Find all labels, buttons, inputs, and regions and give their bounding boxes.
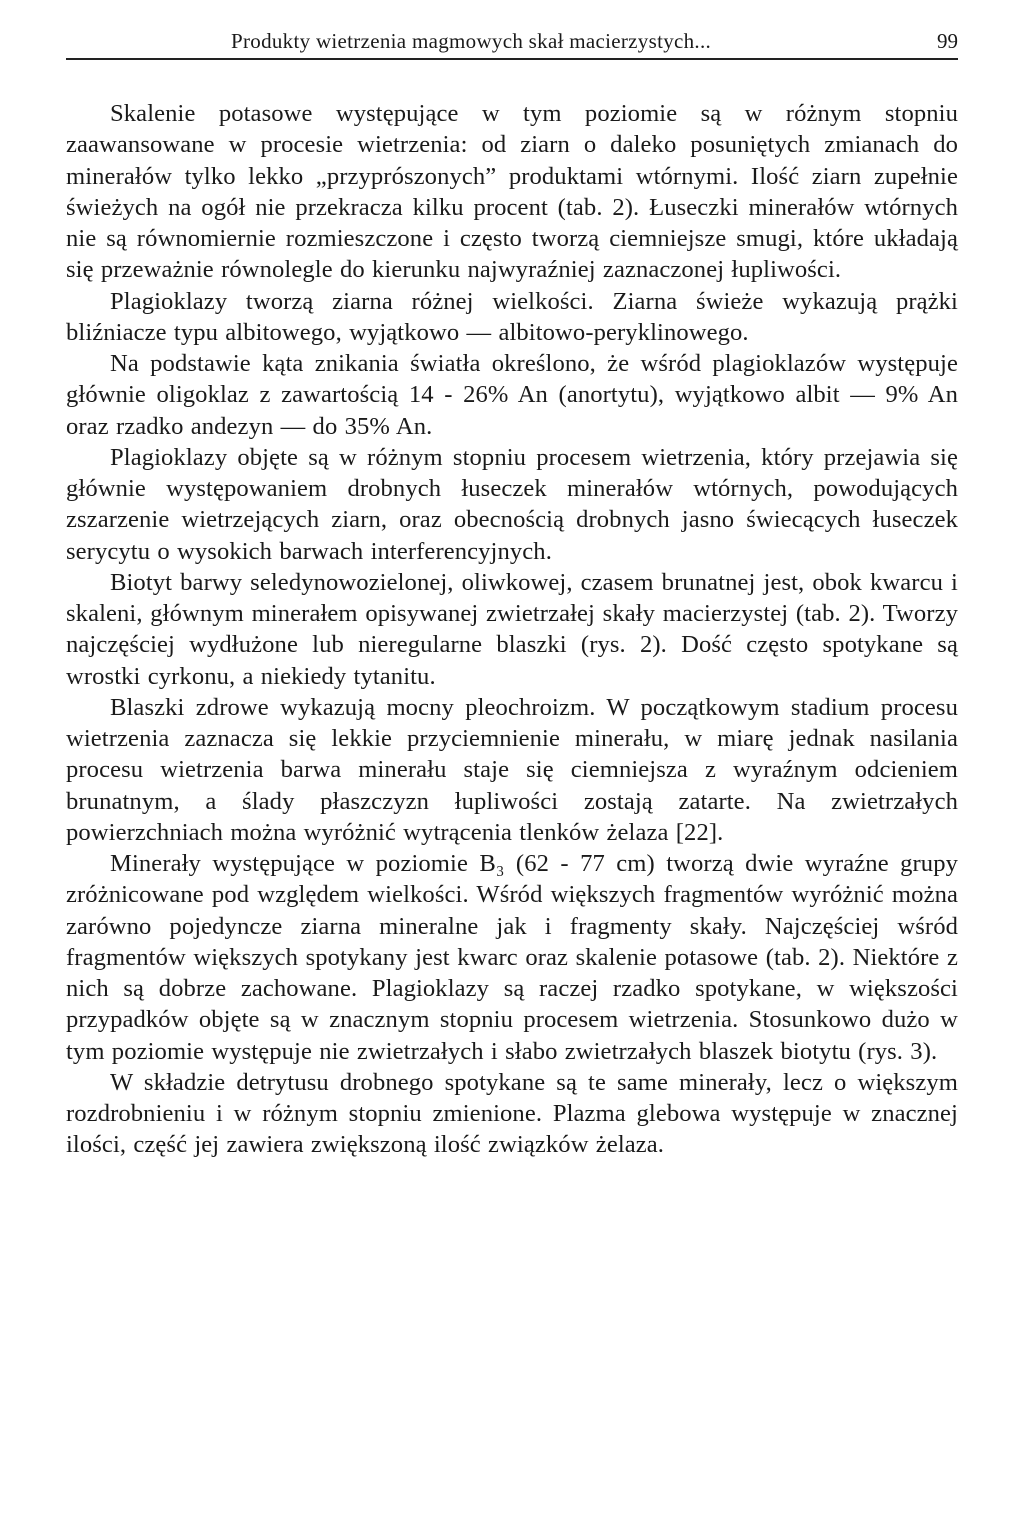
paragraph: Blaszki zdrowe wykazują mocny pleochroizm. W początkowym stadium procesu wietrzenia zaznacza się lekkie przyciemnienie minerału, w miarę jednak nasilania procesu wietrzenia barwa minerału staje się ciemniejsza z wyraźnym odcieniem brunatnym, a ślady płaszczyzn łupliwości zostają zatarte. Na zwietrzałych powierzchniach można wyróżnić wytrącenia tlenków żelaza [22]. [66,693,958,846]
paragraph: Na podstawie kąta znikania światła określono, że wśród plagioklazów występuje głównie oligoklaz z zawartością 14 - 26% An (anortytu), wyjątkowo albit — 9% An oraz rzadko andezyn — do 35% An. [66,350,958,440]
paragraph: Plagioklazy tworzą ziarna różnej wielkości. Ziarna świeże wykazują prążki bliźniacze typu albitowego, wyjątkowo — albitowo-peryklinowego. [66,287,958,346]
page-number: 99 [937,29,958,53]
paragraph: W składzie detrytusu drobnego spotykane są te same minerały, lecz o większym rozdrobnieniu i w różnym stopniu zmienione. Plazma glebowa występuje w znacznej ilości, część jej zawiera zwiększoną ilość związków żelaza. [66,1068,958,1159]
paragraph: Plagioklazy objęte są w różnym stopniu procesem wietrzenia, który przejawia się głównie występowaniem drobnych łuseczek minerałów wtórnych, powodujących zszarzenie wietrzejących ziarn, oraz obecnością drobnych jasno świecących łuseczek serycytu o wysokich barwach interferencyjnych. [66,443,958,565]
paragraph: Biotyt barwy seledynowozielonej, oliwkowej, czasem brunatnej jest, obok kwarcu i skaleni, głównym minerałem opisywanej zwietrzałej skały macierzystej (tab. 2). Tworzy najczęściej wydłużone lub nieregularne blaszki (rys. 2). Dość często spotykane są wrostki cyrkonu, a niekiedy tytanitu. [66,568,958,690]
document-page [66,24,958,1161]
running-title: Produkty wietrzenia magmowych skał macierzystych... [231,29,712,53]
body-text [66,98,958,1161]
paragraph: Minerały występujące w poziomie B₃ (62 - 77 cm) tworzą dwie wyraźne grupy zróżnicowane pod względem wielkości. Wśród większych fragmentów wyróżnić można zarówno pojedyncze ziarna mineralne jak i fragmenty skały. Najczęściej wśród fragmentów większych spotykany jest kwarc oraz skalenie potasowe (tab. 2). Niektóre z nich są dobrze zachowane. Plagioklazy są raczej rzadko spotykane, w większości przypadków objęte są w znacznym stopniu procesem wietrzenia. Stosunkowo dużo w tym poziomie występuje nie zwietrzałych i słabo zwietrzałych blaszek biotytu (rys. 3). [66,850,958,1065]
running-header [66,24,958,60]
paragraph: Skalenie potasowe występujące w tym poziomie są w różnym stopniu zaawansowane w procesie wietrzenia: od ziarn o daleko posuniętych zmianach do minerałów tylko lekko „przyprószonych” produktami wtórnymi. Ilość ziarn zupełnie świeżych na ogół nie przekracza kilku procent (tab. 2). Łuseczki minerałów wtórnych nie są równomiernie rozmieszczone i często tworzą ciemniejsze smugi, które układają się przeważnie równolegle do kierunku najwyraźniej zaznaczonej łupliwości. [66,100,958,284]
